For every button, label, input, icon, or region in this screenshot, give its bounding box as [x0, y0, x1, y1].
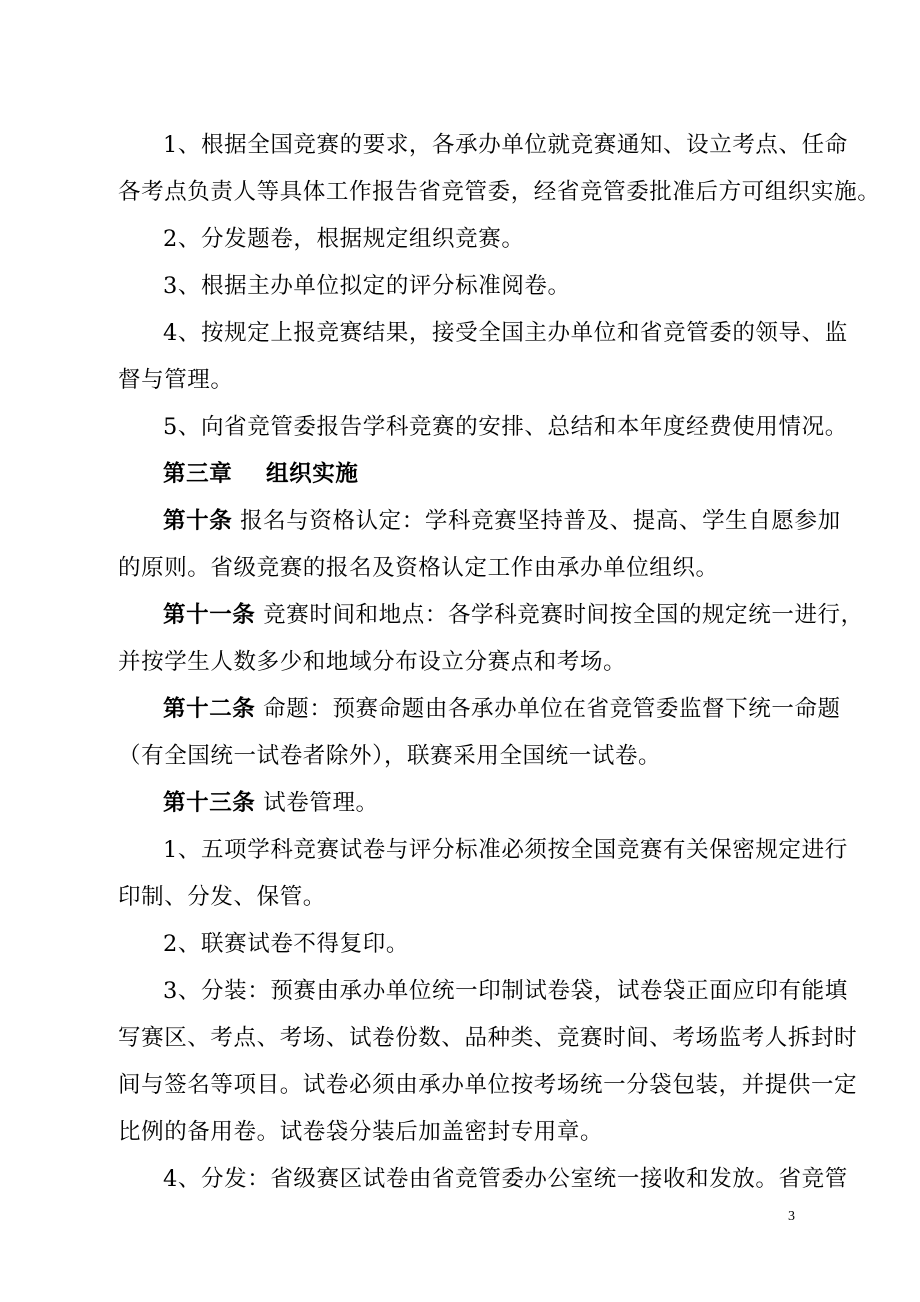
- article-text: 试卷管理。: [255, 790, 379, 816]
- paragraph-item-1: [118, 122, 881, 216]
- article-text: 报名与资格认定：学科竞赛坚持普及、提高、学生自愿参加: [232, 508, 841, 534]
- text-line: 5、向省竞管委报告学科竞赛的安排、总结和本年度经费使用情况。: [163, 414, 848, 440]
- sub-item-2: [118, 921, 808, 968]
- article-text: 命题：预赛命题由各承办单位在省竞管委监督下统一命题: [255, 696, 841, 722]
- text-line: [118, 780, 808, 827]
- text-line: 写赛区、考点、考场、试卷份数、品种类、竞赛时间、考场监考人拆封时: [118, 1025, 858, 1051]
- article-label: 第十三条: [163, 790, 256, 816]
- paragraph-item-3: [118, 263, 808, 310]
- article-label: 第十二条: [163, 696, 256, 722]
- document-body: [118, 122, 881, 1203]
- article-11: [118, 592, 864, 686]
- text-line: [118, 498, 841, 545]
- text-line: 各考点负责人等具体工作报告省竞管委，经省竞管委批准后方可组织实施。: [118, 179, 881, 205]
- chapter-title: 第三章 组织实施: [163, 461, 359, 487]
- article-12: [118, 686, 841, 780]
- text-line: 间与签名等项目。试卷必须由承办单位按考场统一分袋包装，并提供一定: [118, 1072, 858, 1098]
- text-line: 4、分发：省级赛区试卷由省竞管委办公室统一接收和发放。省竞管: [163, 1166, 848, 1192]
- text-line: 3、根据主办单位拟定的评分标准阅卷。: [163, 273, 571, 299]
- text-line: 4、按规定上报竞赛结果，接受全国主办单位和省竞管委的领导、监: [163, 320, 848, 346]
- text-line: 1、五项学科竞赛试卷与评分标准必须按全国竞赛有关保密规定进行: [163, 837, 848, 863]
- page-number: 3: [788, 1209, 795, 1224]
- text-line: [118, 592, 864, 639]
- article-text: 竞赛时间和地点：各学科竞赛时间按全国的规定统一进行，: [255, 602, 864, 628]
- paragraph-item-2: [118, 216, 808, 263]
- chapter-heading: [118, 451, 808, 498]
- text-line: [118, 686, 841, 733]
- text-line: 1、根据全国竞赛的要求，各承办单位就竞赛通知、设立考点、任命: [163, 132, 848, 158]
- article-13: [118, 780, 808, 827]
- paragraph-item-4: [118, 310, 848, 404]
- text-line: 比例的备用卷。试卷袋分装后加盖密封专用章。: [118, 1119, 604, 1145]
- text-line: 2、联赛试卷不得复印。: [163, 931, 409, 957]
- text-line: 3、分装：预赛由承办单位统一印制试卷袋，试卷袋正面应印有能填: [163, 978, 848, 1004]
- sub-item-3: [118, 968, 858, 1156]
- sub-item-4: [118, 1156, 848, 1203]
- text-line: 印制、分发、保管。: [118, 884, 326, 910]
- article-label: 第十一条: [163, 602, 256, 628]
- article-label: 第十条: [163, 508, 233, 534]
- text-line: 2、分发题卷，根据规定组织竞赛。: [163, 226, 525, 252]
- paragraph-item-5: [118, 404, 848, 451]
- sub-item-1: [118, 827, 848, 921]
- text-line: （有全国统一试卷者除外），联赛采用全国统一试卷。: [118, 743, 662, 769]
- article-10: [118, 498, 841, 592]
- text-line: 并按学生人数多少和地域分布设立分赛点和考场。: [118, 649, 627, 675]
- text-line: 的原则。省级竞赛的报名及资格认定工作由承办单位组织。: [118, 555, 719, 581]
- text-line: 督与管理。: [118, 367, 234, 393]
